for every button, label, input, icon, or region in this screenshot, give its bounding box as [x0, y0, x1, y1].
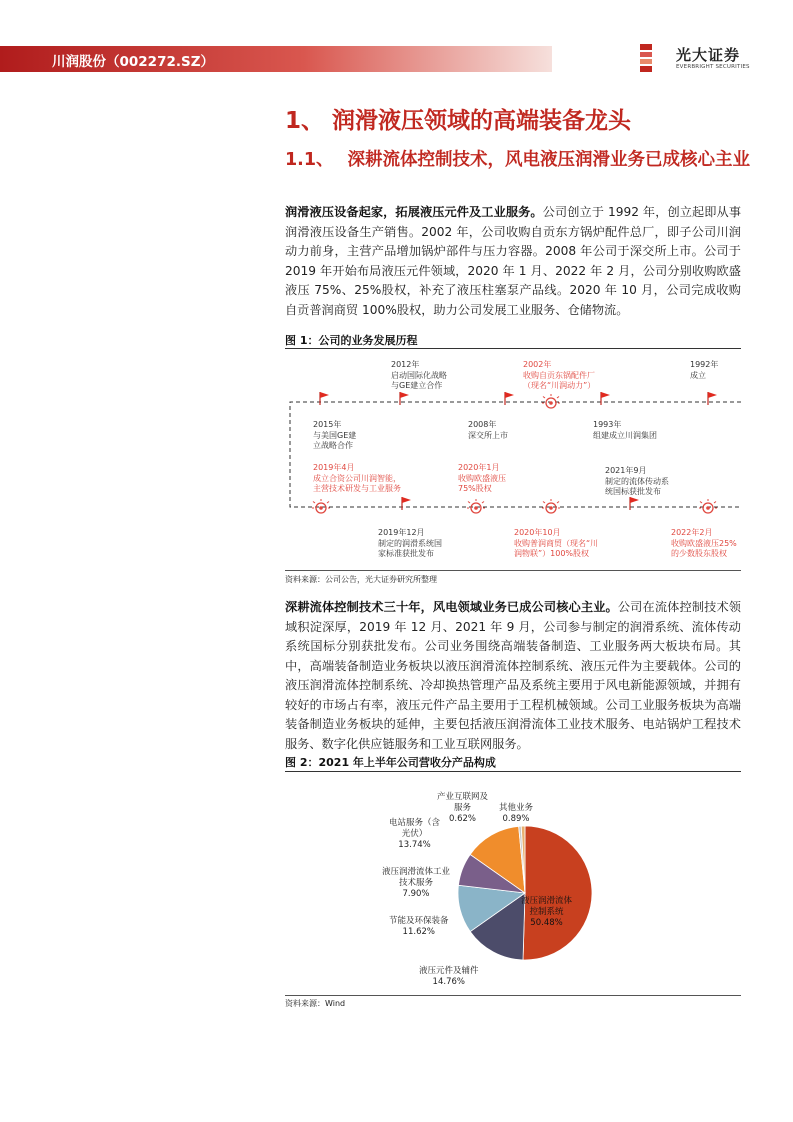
pie-label-hydraulic-components: 液压元件及辅件 14.76%: [419, 966, 479, 987]
pie-chart: [285, 778, 741, 993]
timeline-event-2002: 2002年 收购自贡东锅配件厂 （现名“川润动力”）: [523, 360, 596, 390]
figure2-bottom-rule: [285, 995, 741, 996]
pie-slice-0: [523, 826, 592, 960]
everbright-logo-icon: [640, 44, 652, 72]
lightbulb-icon: [312, 499, 330, 513]
flag-icon: [400, 392, 409, 405]
figure2-title: 图 2：2021 年上半年公司营收分产品构成: [285, 756, 496, 769]
timeline-figure: [285, 352, 741, 567]
figure1-source: 资料来源：公司公告，光大证券研究所整理: [285, 575, 437, 584]
figure2-top-rule: [285, 771, 741, 772]
timeline-event-1992: 1992年 成立: [690, 360, 719, 380]
report-header-title: 川润股份（002272.SZ）: [52, 54, 214, 70]
everbright-logo: [640, 44, 750, 74]
timeline-event-2012: 2012年 启动国际化战略 与GE建立合作: [391, 360, 447, 390]
timeline-event-2022-2: 2022年2月 收购欧盛液压25% 的少数股东股权: [671, 528, 737, 558]
pie-label-other: 其他业务 0.89%: [499, 803, 534, 824]
section-heading: 1、 润滑液压领域的高端装备龙头: [285, 108, 632, 134]
flag-icon: [630, 497, 639, 510]
paragraph-history: [285, 203, 741, 320]
flag-icon: [505, 392, 514, 405]
pie-label-technical-service: 液压润滑流体工业 技术服务 7.90%: [382, 867, 451, 899]
pie-label-energy-saving: 节能及环保装备 11.62%: [389, 916, 449, 937]
figure1-title: 图 1：公司的业务发展历程: [285, 334, 418, 347]
flag-icon: [320, 392, 329, 405]
flag-icon: [708, 392, 717, 405]
lightbulb-icon: [542, 499, 560, 513]
timeline-event-1993: 1993年 组建成立川润集团: [593, 420, 657, 440]
pie-label-power-station: 电站服务（含 光伏） 13.74%: [389, 818, 441, 850]
paragraph-history-body: 公司创立于 1992 年，创立起即从事润滑液压设备生产销售。2002 年，公司收购自贡东方锅炉配件总厂，即子公司川润动力前身，主营产品增加锅炉部件与压力容器。2008 年公司于深交所上市。公司于 2019 年开始布局液压元件领域，2020 年 1 月、2022 年 2 月，公司分别收购欧盛液压 75%、25%股权，补充了液压柱塞泵产品线。2020 年 10 月，公司完成收购自贡普润商贸 100%股权，助力公司发展工业服务、仓储物流。: [285, 205, 742, 317]
timeline-event-2020-1: 2020年1月 收购欧盛液压 75%股权: [458, 463, 506, 493]
pie-label-hydraulic-lubrication: 液压润滑流体 控制系统 50.48%: [521, 896, 573, 928]
timeline-event-2019-4: 2019年4月 成立合资公司川润智能， 主营技术研发与工业服务: [313, 463, 401, 493]
figure1-top-rule: [285, 348, 741, 349]
subsection-heading: [285, 147, 755, 173]
flag-icon: [402, 497, 411, 510]
figure2-source: 资料来源：Wind: [285, 999, 346, 1008]
logo-text-cn: 光大证券: [676, 46, 741, 64]
flag-icon: [601, 392, 610, 405]
timeline-event-2019-12: 2019年12月 制定的润滑系统国 家标准获批发布: [378, 528, 442, 558]
timeline-event-2021-9: 2021年9月 制定的流体传动系 统国标获批发布: [605, 466, 669, 496]
figure1-bottom-rule: [285, 570, 741, 571]
lightbulb-icon: [699, 499, 717, 513]
timeline-event-2008: 2008年 深交所上市: [468, 420, 508, 440]
subsection-number: 1.1、: [285, 150, 334, 170]
lightbulb-icon: [467, 499, 485, 513]
subsection-title: 深耕流体控制技术，风电液压润滑业务已成核心主业: [347, 150, 751, 170]
pie-label-industrial-internet: 产业互联网及 服务 0.62%: [437, 792, 489, 824]
paragraph-core-lead: 深耕流体控制技术三十年，风电领域业务已成公司核心主业。: [285, 600, 618, 614]
paragraph-core-body: 公司在流体控制技术领域积淀深厚，2019 年 12 月、2021 年 9 月，公司参与制定的润滑系统、流体传动系统国标分别获批发布。公司业务围绕高端装备制造、工业服务两大板块布局。其中，高端装备制造业务板块以液压润滑流体控制系统、液压元件为主要载体。公司的液压润滑流体控制系统、冷却换热管理产品及系统主要用于风电新能源领域，并拥有较好的市场占有率，液压元件产品主要用于工程机械领域。公司工业服务板块为高端装备制造业务板块的延伸，主要包括液压润滑流体工业技术服务、电站锅炉工程技术服务、数字化供应链服务和工业互联网服务。: [285, 600, 741, 751]
lightbulb-icon: [542, 394, 560, 408]
paragraph-core-business: [285, 598, 741, 754]
timeline-event-2015: 2015年 与美国GE建 立战略合作: [313, 420, 357, 450]
timeline-event-2020-10: 2020年10月 收购普润商贸（现名“川 润物联”）100%股权: [514, 528, 599, 558]
logo-text-en: EVERBRIGHT SECURITIES: [676, 64, 750, 70]
paragraph-history-lead: 润滑液压设备起家，拓展液压元件及工业服务。: [285, 205, 543, 219]
